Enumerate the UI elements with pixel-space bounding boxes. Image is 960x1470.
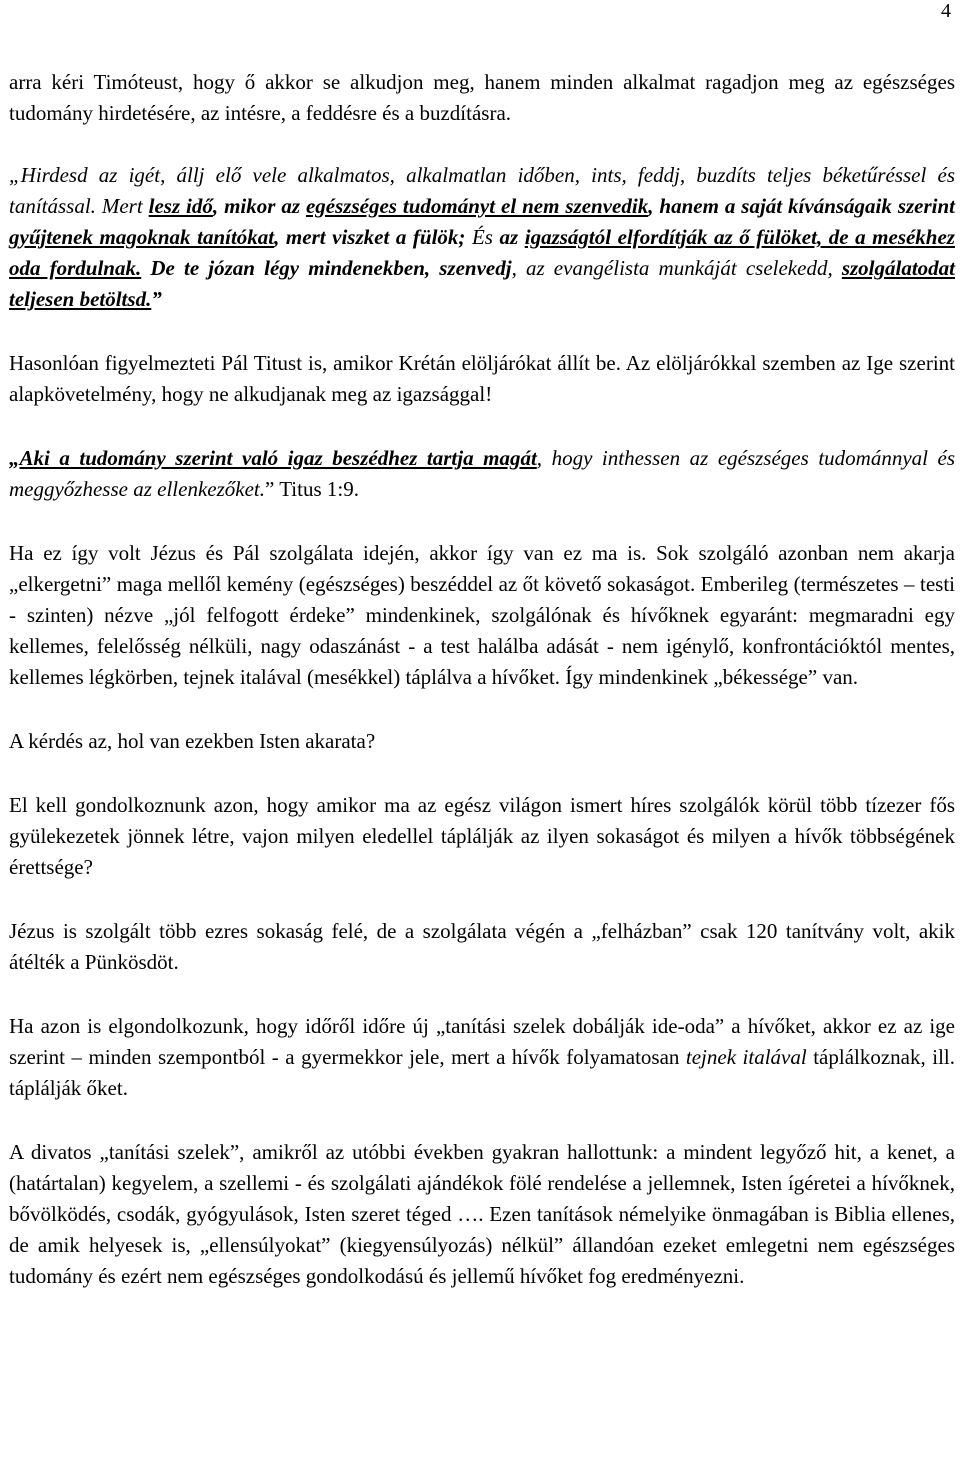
paragraph-10: A divatos „tanítási szelek”, amikről az utóbbi években gyakran hallottunk: a mindent legyőző hit, a kenet, a (határtalan) kegyelem, a szellemi - és szolgálati ajándékok fölé rendelése a jellemnek, Isten ígéretei a hívőknek, bővölködés, csodák, gyógyulások, Isten szeret téged …. Ezen tanítások némelyike önmagában is Biblia ellenes, de amik helyesek is, „ellensúlyokat” (kiegyensúlyozás) nélkül” állandóan ezeket emlegetni nem egészséges tudomány és ezért nem egészséges gondolkodású és jellemű hívőket fog eredményezni. <box>9 1140 955 1288</box>
paragraph-9 <box>9 1011 955 1104</box>
paragraph-6: A kérdés az, hol van ezekben Isten akarata? <box>9 729 376 753</box>
paragraph-text: táplálkoznak, ill. táplálják őket. <box>9 1045 955 1100</box>
paragraph-2-quote <box>9 160 955 315</box>
page-number: 4 <box>941 0 951 22</box>
quote-text: És <box>471 225 493 249</box>
quote-reference: ” Titus 1:9. <box>265 477 359 501</box>
quote-emphasis: ” <box>151 287 162 311</box>
quote-mark: „ <box>9 446 20 470</box>
paragraph-1: arra kéri Timóteust, hogy ő akkor se alkudjon meg, hanem minden alkalmat ragadjon meg az egészséges tudomány hirdetésére, az intésre, a feddésre és a buzdításra. <box>9 70 955 125</box>
quote-emphasis: , hanem a saját kívánságaik szerint <box>648 194 956 218</box>
paragraph-4-quote <box>9 443 955 505</box>
document-page <box>9 0 955 1292</box>
quote-emphasis: gyűjtenek magoknak tanítókat <box>9 225 275 249</box>
paragraph-emphasis: tejnek italával <box>685 1045 807 1069</box>
quote-emphasis: Aki a tudomány szerint való igaz beszédhez tartja magát <box>19 446 537 470</box>
paragraph-7: El kell gondolkoznunk azon, hogy amikor ma az egész világon ismert híres szolgálók körül több tízezer fős gyülekezetek jönnek létre, vajon milyen eledellel táplálják az ilyen sokaságot és milyen a hívők többségének érettsége? <box>9 793 955 879</box>
quote-emphasis: lesz idő <box>148 194 213 218</box>
quote-emphasis: , mert viszket a fülök; <box>274 225 472 249</box>
paragraph-8: Jézus is szolgált több ezres sokaság felé, de a szolgálata végén a „felházban” csak 120 tanítvány volt, akik átélték a Pünkösdöt. <box>9 919 955 974</box>
paragraph-text: Ha azon is elgondolkozunk, hogy időről időre új „tanítási szelek dobálják ide-oda” a hívőket, akkor ez az ige szerint – minden szempontból - a gyermekkor jele, mert a hívők folyamatosan <box>9 1014 955 1069</box>
quote-emphasis: igazságtól elfordítják az ő fülöket, de a mesékhez oda fordulnak. <box>9 225 955 280</box>
quote-text: , az evangélista munkáját cselekedd, <box>511 256 842 280</box>
paragraph-3: Hasonlóan figyelmezteti Pál Titust is, amikor Krétán elöljárókat állít be. Az elöljárókkal szemben az Ige szerint alapkövetelmény, hogy ne alkudjanak meg az igazsággal! <box>9 351 955 406</box>
quote-text: , hogy inthessen az egészséges tudománnyal és meggyőzhesse az ellenkezőket. <box>9 446 955 501</box>
paragraph-5: Ha ez így volt Jézus és Pál szolgálata idején, akkor így van ez ma is. Sok szolgáló azonban nem akarja „elkergetni” maga mellől kemény (egészséges) beszéddel az őt követő sokaságot. Emberileg (természetes – testi - szinten) nézve „jól felfogott érdeke” mindenkinek, szolgálónak és hívőknek egyaránt: megmaradni egy kellemes, felelősség nélküli, nagy odaszánást - a test halálba adását - nem igénylő, konfrontációktól mentes, kellemes légkörben, tejnek italával (mesékkel) táplálva a hívőket. Így mindenkinek „békessége” van. <box>9 541 955 689</box>
quote-emphasis: az <box>492 225 525 249</box>
quote-emphasis: egészséges tudományt el nem szenvedik <box>305 194 649 218</box>
quote-emphasis: De te józan légy mindenekben, szenvedj <box>141 256 512 280</box>
quote-text: „Hirdesd az igét, állj elő vele alkalmatos, alkalmatlan időben, ints, feddj, buzdíts teljes béketűréssel és tanítással. Mert <box>9 163 955 218</box>
quote-emphasis: szolgálatodat teljesen betöltsd. <box>9 256 956 311</box>
quote-emphasis: , mikor az <box>212 194 306 218</box>
